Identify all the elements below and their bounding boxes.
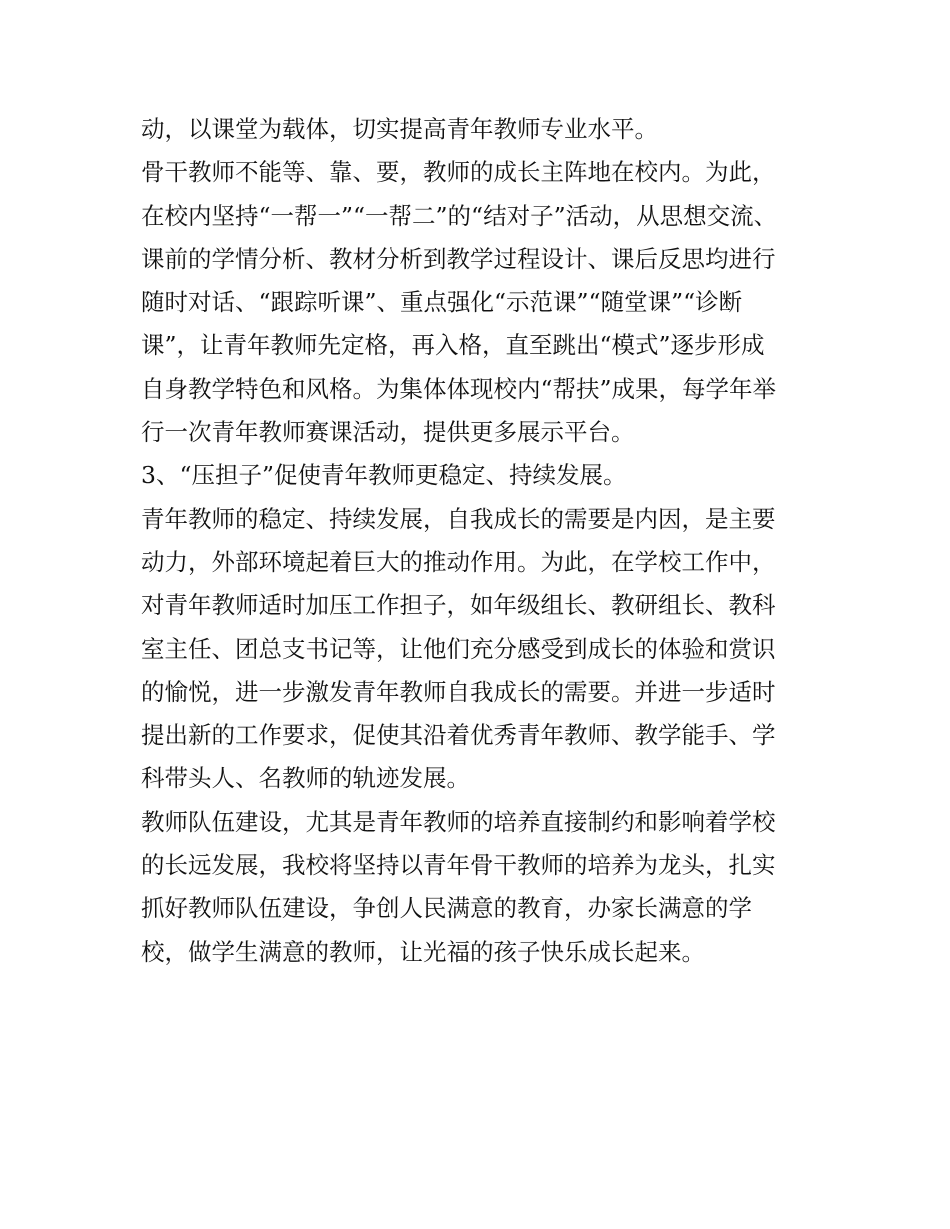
text-line: 课前的学情分析、教材分析到教学过程设计、课后反思均进行 [141, 244, 776, 273]
text-line: 抓好教师队伍建设，争创人民满意的教育，办家长满意的学 [141, 894, 752, 923]
text-line: 的长远发展，我校将坚持以青年骨干教师的培养为龙头，扎实 [141, 851, 776, 880]
text-line: 骨干教师不能等、靠、要，教师的成长主阵地在校内。为此， [141, 158, 776, 187]
text-line: 提出新的工作要求，促使其沿着优秀青年教师、教学能手、学 [141, 721, 776, 750]
text-line: 的愉悦，进一步激发青年教师自我成长的需要。并进一步适时 [141, 677, 776, 706]
text-line: 自身教学特色和风格。为集体体现校内“帮扶”成果，每学年举 [141, 374, 777, 403]
text-line: 动，以课堂为载体，切实提高青年教师专业水平。 [141, 115, 658, 143]
text-line: 青年教师的稳定、持续发展，自我成长的需要是内因，是主要 [141, 504, 776, 533]
text-line: 室主任、团总支书记等，让他们充分感受到成长的体验和赏识 [141, 634, 776, 663]
document-body [141, 108, 821, 974]
section-heading: 3、“压担子”促使青年教师更稳定、持续发展。 [141, 461, 627, 490]
text-line: 在校内坚持“一帮一”“一帮二”的“结对子”活动，从思想交流、 [141, 201, 778, 230]
text-line: 行一次青年教师赛课活动，提供更多展示平台。 [141, 418, 635, 447]
text-line: 校，做学生满意的教师，让光福的孩子快乐成长起来。 [141, 937, 705, 966]
text-line: 对青年教师适时加压工作担子，如年级组长、教研组长、教科 [141, 591, 776, 620]
text-line: 动力，外部环境起着巨大的推动作用。为此，在学校工作中， [141, 547, 776, 576]
text-line: 教师队伍建设，尤其是青年教师的培养直接制约和影响着学校 [141, 807, 776, 836]
text-line: 课”，让青年教师先定格，再入格，直至跳出“模式”逐步形成 [141, 331, 765, 360]
text-line: 随时对话、“跟踪听课”、重点强化“示范课”“随堂课”“诊断 [141, 288, 743, 317]
text-line: 科带头人、名教师的轨迹发展。 [141, 764, 470, 793]
